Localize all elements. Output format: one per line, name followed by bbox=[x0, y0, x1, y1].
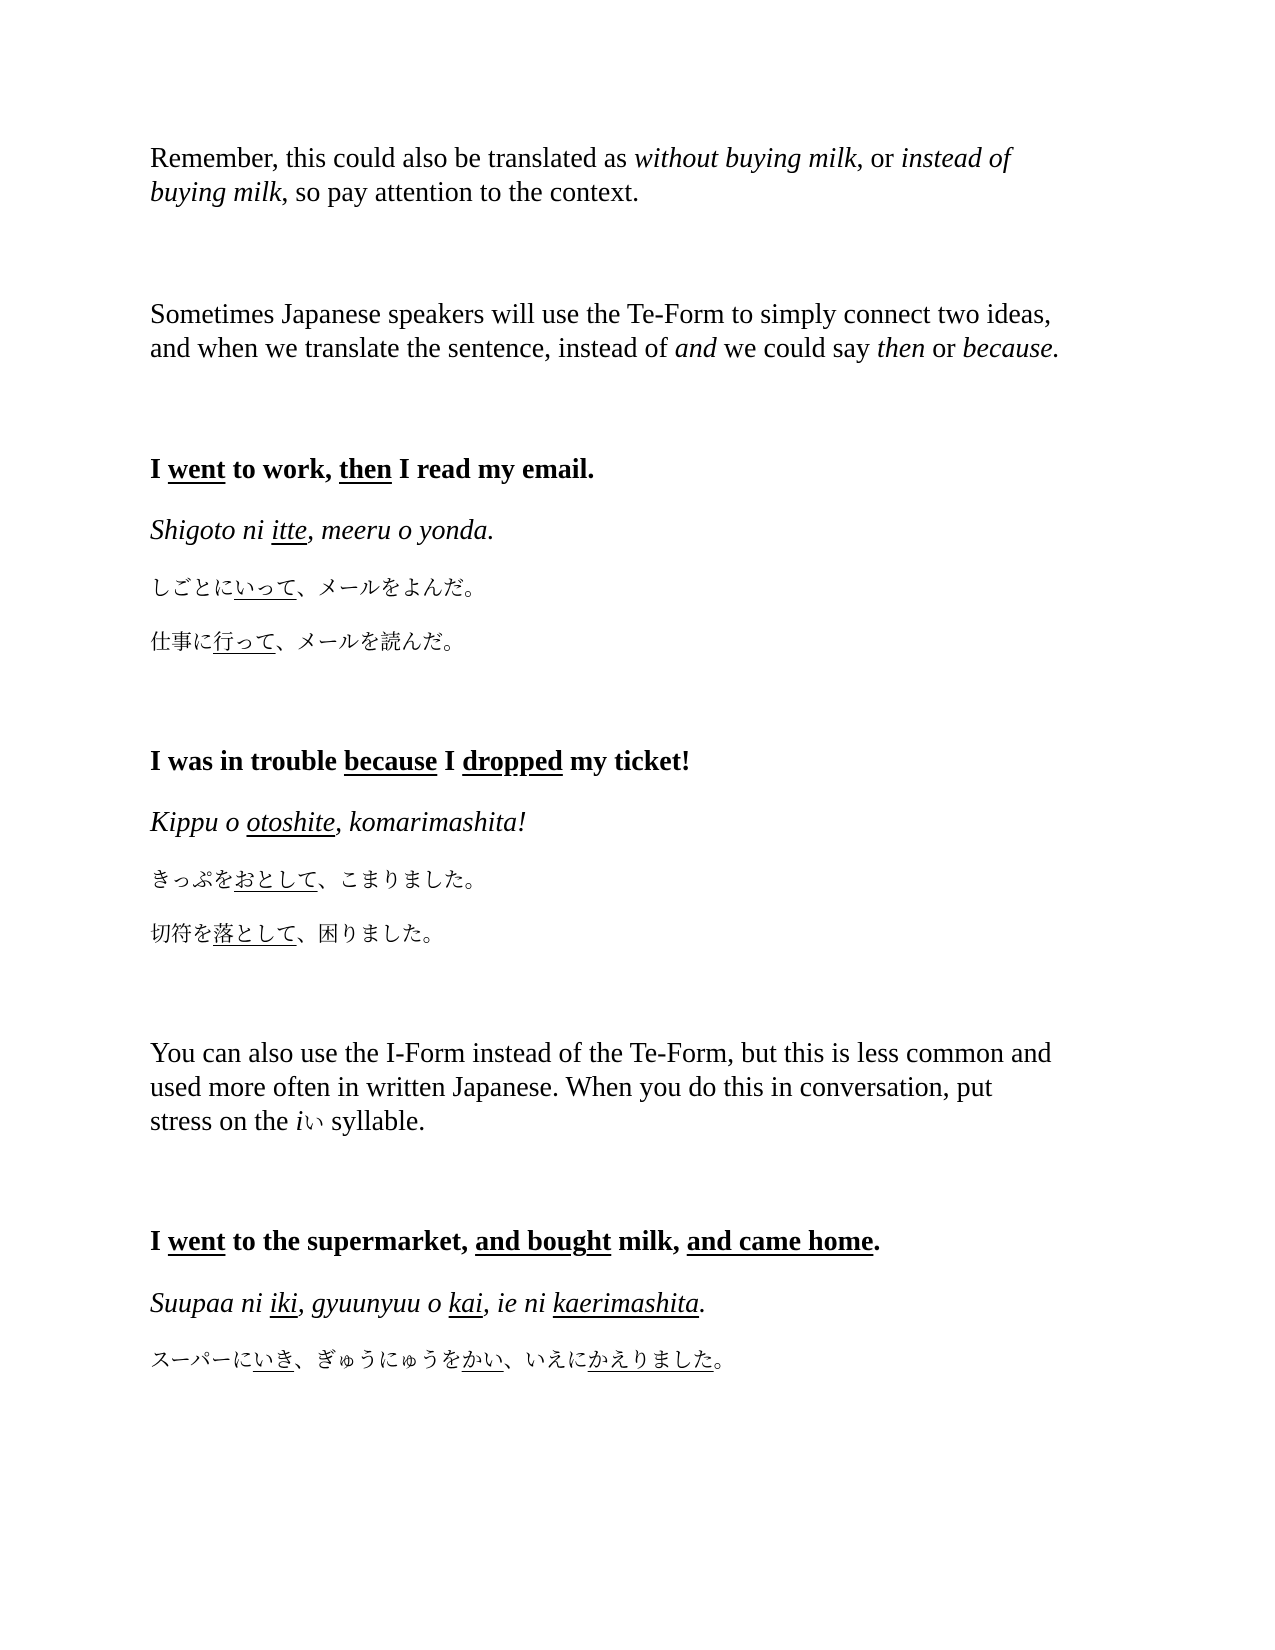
text: I was in trouble bbox=[150, 746, 344, 777]
italic-text: because. bbox=[962, 333, 1060, 364]
example-3-english bbox=[150, 1225, 1140, 1259]
text: しごとに bbox=[150, 576, 234, 600]
text: 、困りました。 bbox=[296, 922, 444, 946]
text: stress on the bbox=[150, 1106, 296, 1137]
underlined-text: kaerimashita bbox=[552, 1288, 700, 1319]
example-2-english bbox=[150, 745, 1140, 779]
text: , komarimashita! bbox=[335, 807, 527, 838]
text: 切符を bbox=[150, 922, 213, 946]
text: 、こまりました。 bbox=[317, 868, 486, 892]
paragraph-i-form bbox=[150, 1037, 1140, 1140]
text: milk, bbox=[611, 1226, 687, 1257]
underlined-text: いき bbox=[252, 1348, 295, 1372]
text: to work, bbox=[225, 454, 339, 485]
example-1-kana bbox=[150, 573, 1140, 603]
text: my ticket! bbox=[562, 746, 691, 777]
text: 、ぎゅうにゅうを bbox=[294, 1348, 462, 1372]
example-1-kanji bbox=[150, 627, 1140, 657]
italic-text: i bbox=[295, 1106, 304, 1137]
text: , ie ni bbox=[482, 1288, 553, 1319]
underlined-text: かえりました bbox=[587, 1348, 714, 1372]
underlined-text: itte bbox=[271, 515, 308, 546]
text: and when we translate the sentence, instead of bbox=[150, 333, 675, 364]
text: used more often in written Japanese. When you do this in conversation, put bbox=[150, 1072, 993, 1103]
text: Suupaa ni bbox=[150, 1288, 270, 1319]
text: , or bbox=[856, 143, 901, 174]
text: I bbox=[437, 746, 463, 777]
text: we could say bbox=[716, 333, 877, 364]
underlined-text: then bbox=[339, 454, 392, 485]
text: Sometimes Japanese speakers will use the Te-Form to simply connect two ideas, bbox=[150, 299, 1052, 330]
italic-text: without buying milk bbox=[634, 143, 857, 174]
text: . bbox=[699, 1288, 707, 1319]
example-2-kanji bbox=[150, 919, 1140, 949]
italic-text: instead of bbox=[900, 143, 1011, 174]
underlined-text: 落として bbox=[213, 922, 297, 946]
underlined-text: otoshite bbox=[246, 807, 336, 838]
example-1-english bbox=[150, 453, 1140, 487]
kana-text: い bbox=[303, 1111, 325, 1135]
underlined-text: and bought bbox=[475, 1226, 612, 1257]
text: to the supermarket, bbox=[225, 1226, 476, 1257]
example-3-kana bbox=[150, 1345, 1140, 1375]
example-2-kana bbox=[150, 865, 1140, 895]
underlined-text: 行って bbox=[213, 630, 276, 654]
underlined-text: dropped bbox=[462, 746, 563, 777]
underlined-text: いって bbox=[234, 576, 297, 600]
paragraph-translation-note bbox=[150, 142, 1140, 210]
text: , gyuunyuu o bbox=[297, 1288, 449, 1319]
italic-text: buying milk bbox=[150, 177, 282, 208]
text: スーパーに bbox=[150, 1348, 253, 1372]
text: 、メールをよんだ。 bbox=[296, 576, 486, 600]
text: I read my email. bbox=[391, 454, 595, 485]
underlined-text: かい bbox=[461, 1348, 504, 1372]
text: 。 bbox=[713, 1348, 735, 1372]
italic-text: and bbox=[674, 333, 717, 364]
text: I bbox=[150, 1226, 168, 1257]
underlined-text: kai bbox=[448, 1288, 483, 1319]
text: Remember, this could also be translated as bbox=[150, 143, 635, 174]
text: You can also use the I-Form instead of the Te-Form, but this is less common and bbox=[150, 1038, 1052, 1069]
underlined-text: went bbox=[167, 1226, 226, 1257]
text: syllable. bbox=[324, 1106, 426, 1137]
underlined-text: because bbox=[343, 746, 438, 777]
text: Kippu o bbox=[150, 807, 247, 838]
text: 、メールを読んだ。 bbox=[275, 630, 465, 654]
paragraph-te-form-connect bbox=[150, 298, 1140, 366]
example-2-romaji bbox=[150, 806, 1140, 840]
example-3-romaji bbox=[150, 1287, 1140, 1321]
example-1-romaji bbox=[150, 514, 1140, 548]
underlined-text: iki bbox=[269, 1288, 298, 1319]
text: , meeru o yonda. bbox=[307, 515, 495, 546]
text: Shigoto ni bbox=[150, 515, 272, 546]
text: 仕事に bbox=[150, 630, 213, 654]
italic-text: then bbox=[876, 333, 926, 364]
underlined-text: おとして bbox=[234, 868, 318, 892]
underlined-text: and came home bbox=[686, 1226, 874, 1257]
text: きっぷを bbox=[150, 868, 234, 892]
text: . bbox=[873, 1226, 881, 1257]
text: I bbox=[150, 454, 168, 485]
text: , so pay attention to the context. bbox=[281, 177, 640, 208]
text: 、いえに bbox=[503, 1348, 588, 1372]
text: or bbox=[925, 333, 963, 364]
underlined-text: went bbox=[167, 454, 226, 485]
